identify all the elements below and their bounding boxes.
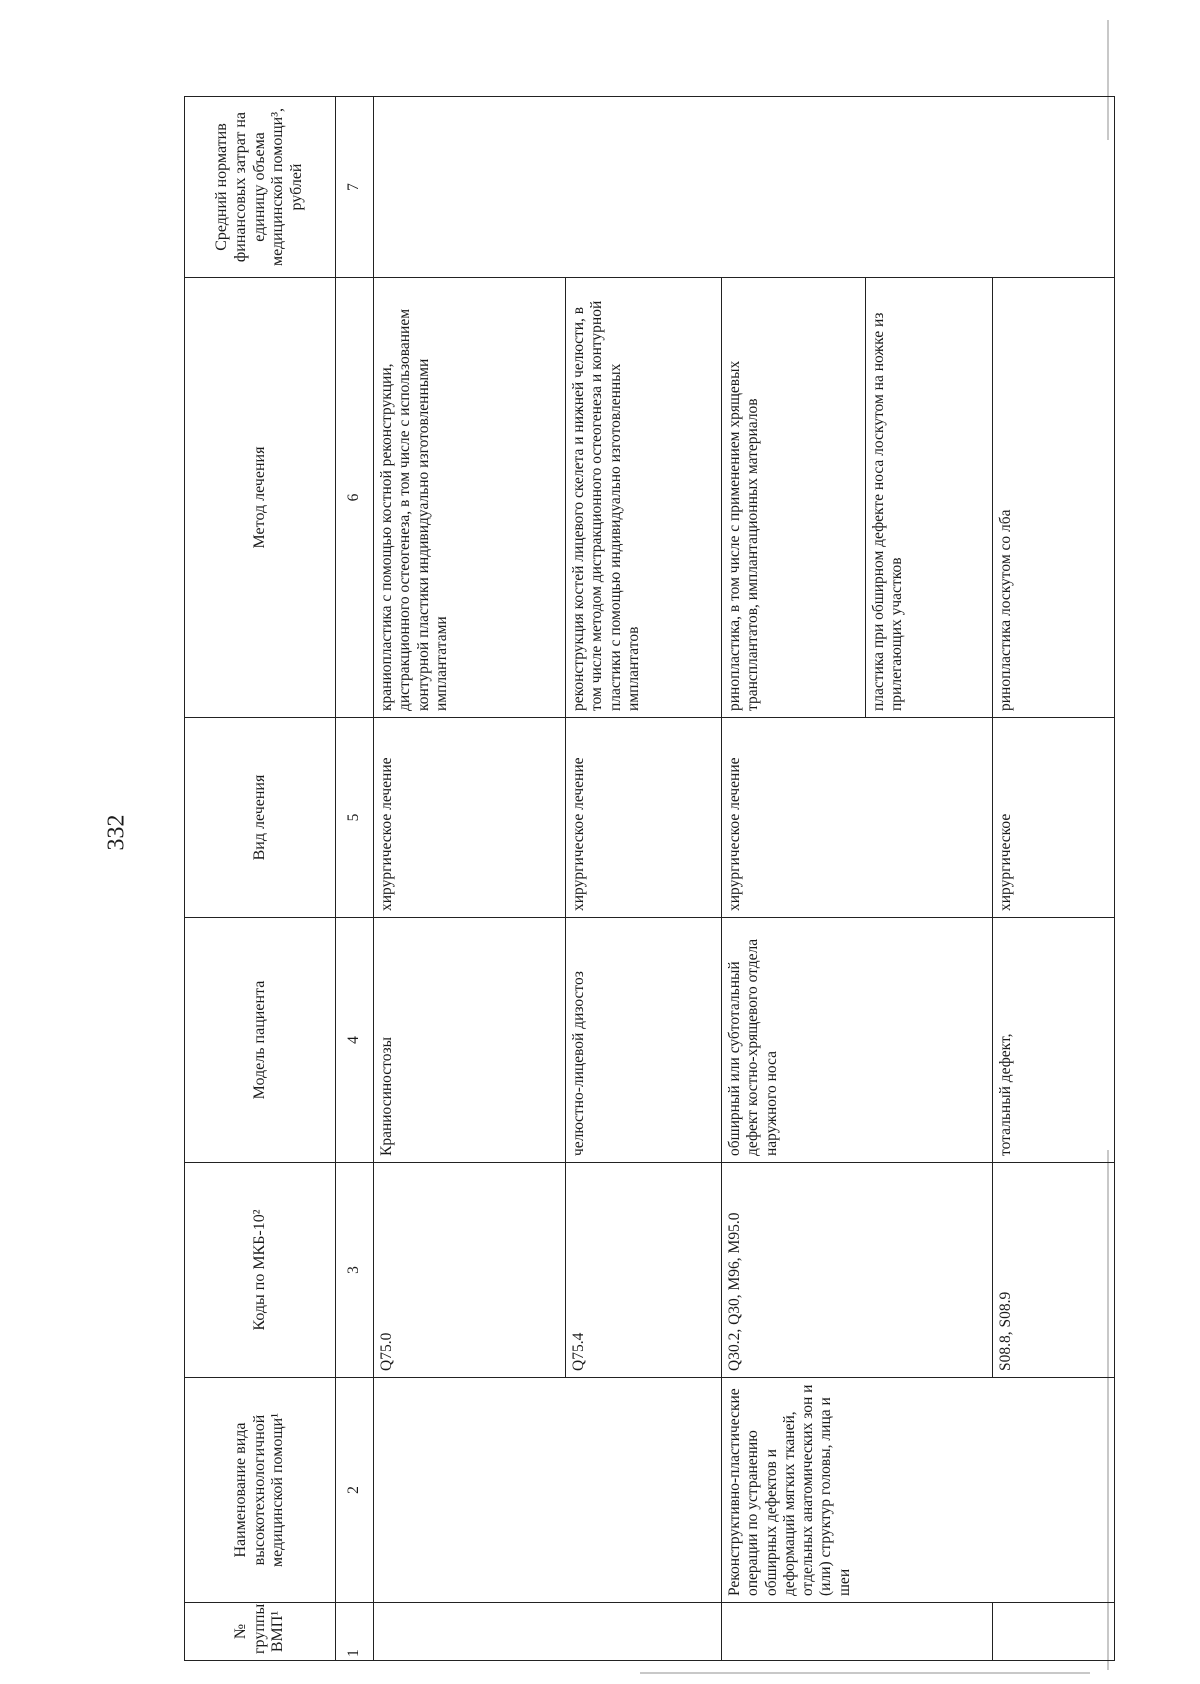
column-number: 6 bbox=[336, 278, 374, 718]
treatment-method-cell: пластика при обширном дефекте носа лоскутом на ножке из прилегающих участков bbox=[866, 278, 993, 718]
column-number: 7 bbox=[336, 97, 374, 278]
icd-codes-cell: Q75.4 bbox=[566, 1163, 722, 1378]
header-group-number: № группы ВМП¹ bbox=[185, 1603, 336, 1661]
treatment-type-cell: хирургическое лечение bbox=[566, 718, 722, 918]
scan-edge-line bbox=[640, 1672, 1090, 1674]
vmp-name-cell bbox=[374, 1378, 722, 1603]
column-number: 1 bbox=[336, 1603, 374, 1661]
column-number: 2 bbox=[336, 1378, 374, 1603]
treatment-type-cell: хирургическое лечение bbox=[374, 718, 566, 918]
header-vmp-name: Наименование вида высокотехнологичной медицинской помощи¹ bbox=[185, 1378, 336, 1603]
treatment-type-cell: хирургическое bbox=[993, 718, 1115, 918]
treatment-method-cell: ринопластика лоскутом со лба bbox=[993, 278, 1115, 718]
treatment-method-cell: краниопластика с помощью костной реконструкции, дистракционного остеогенеза, в том числе с использованием контурной пластики индивидуально изготовленными имплантатами bbox=[374, 278, 566, 718]
column-number-row bbox=[336, 97, 374, 1661]
group-number-cell bbox=[722, 1603, 993, 1661]
column-number: 4 bbox=[336, 918, 374, 1163]
icd-codes-cell: S08.8, S08.9 bbox=[993, 1163, 1115, 1378]
header-treatment-method: Метод лечения bbox=[185, 278, 336, 718]
table-row bbox=[374, 97, 566, 1661]
icd-codes-cell: Q75.0 bbox=[374, 1163, 566, 1378]
header-row bbox=[185, 97, 336, 1661]
treatment-method-cell: реконструкция костей лицевого скелета и нижней челюсти, в том числе методом дистракционного остеогенеза и контурной пластики с помощью индивидуально изготовленных имплантатов bbox=[566, 278, 722, 718]
header-icd-codes: Коды по МКБ-10² bbox=[185, 1163, 336, 1378]
treatment-method-cell: ринопластика, в том числе с применением хрящевых трансплантатов, имплантационных материалов bbox=[722, 278, 866, 718]
vmp-table bbox=[184, 96, 1115, 1661]
column-number: 5 bbox=[336, 718, 374, 918]
treatment-type-cell: хирургическое лечение bbox=[722, 718, 993, 918]
patient-model-cell: обширный или субтотальный дефект костно-хрящевого отдела наружного носа bbox=[722, 918, 993, 1163]
vmp-name-cell: Реконструктивно-пластические операции по устранению обширных дефектов и деформаций мягких тканей, отдельных анатомических зон и (или) структур головы, лица и шеи bbox=[722, 1378, 1115, 1603]
rotated-table-wrapper bbox=[184, 97, 1114, 1661]
column-number: 3 bbox=[336, 1163, 374, 1378]
header-treatment-type: Вид лечения bbox=[185, 718, 336, 918]
group-number-cell bbox=[374, 1603, 722, 1661]
header-patient-model: Модель пациента bbox=[185, 918, 336, 1163]
page-number: 332 bbox=[103, 814, 130, 850]
cost-standard-cell bbox=[374, 97, 1115, 278]
header-cost-standard: Средний норматив финансовых затрат на единицу объема медицинской помощи³, рублей bbox=[185, 97, 336, 278]
group-number-cell bbox=[993, 1603, 1115, 1661]
patient-model-cell: Краниосиностозы bbox=[374, 918, 566, 1163]
icd-codes-cell: Q30.2, Q30, M96, M95.0 bbox=[722, 1163, 993, 1378]
patient-model-cell: тотальный дефект, bbox=[993, 918, 1115, 1163]
patient-model-cell: челюстно-лицевой дизостоз bbox=[566, 918, 722, 1163]
table-row bbox=[722, 97, 866, 1661]
